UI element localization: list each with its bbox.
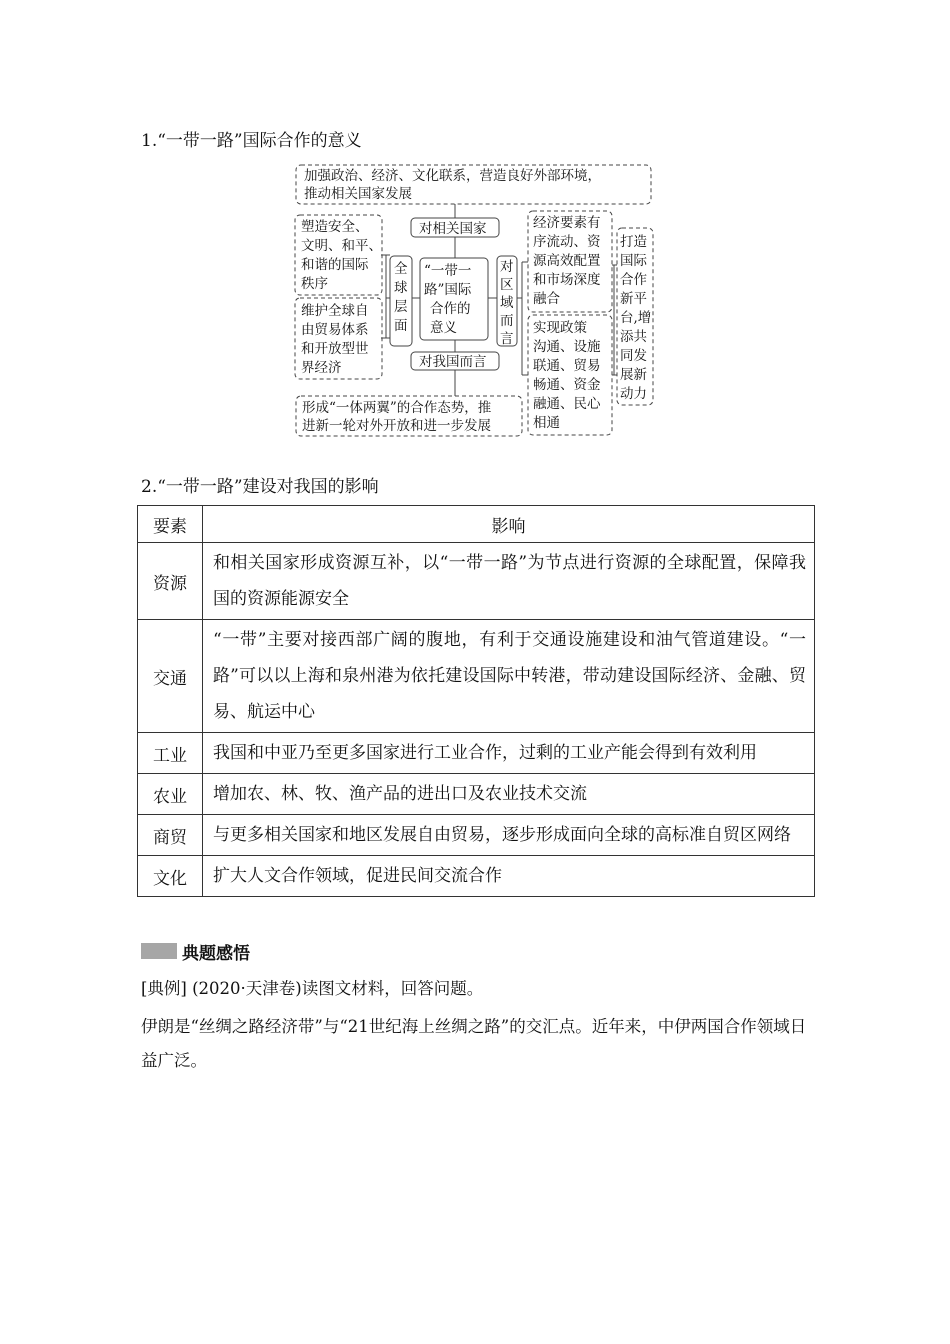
section-banner xyxy=(141,940,250,962)
significance-diagram xyxy=(0,0,950,450)
row-value: 与更多相关国家和地区发展自由贸易，逐步形成面向全球的高标准自贸区网络 xyxy=(203,815,815,856)
left-box-2-line: 和开放型世 xyxy=(301,341,369,357)
banner-title: 典题感悟 xyxy=(182,943,250,964)
far-right-line: 国际 xyxy=(620,253,647,269)
global-label-char: 球 xyxy=(394,280,408,296)
section-2-title: 2.“一带一路”建设对我国的影响 xyxy=(141,477,379,497)
top-box-line: 推动相关国家发展 xyxy=(304,186,412,202)
right-box-2-line: 实现政策 xyxy=(533,320,587,336)
row-value: 扩大人文合作领域，促进民间交流合作 xyxy=(203,856,815,897)
global-label-char: 层 xyxy=(394,299,408,315)
right-box-1-line: 融合 xyxy=(533,291,560,307)
left-box-1-line: 文明、和平、 xyxy=(301,238,382,254)
region-label-char: 言 xyxy=(500,331,514,347)
row-key: 农业 xyxy=(138,774,203,815)
table-row xyxy=(138,733,815,774)
region-label-char: 域 xyxy=(500,295,514,311)
right-box-2-line: 联通、贸易 xyxy=(533,358,601,374)
far-right-line: 动力 xyxy=(620,386,647,402)
center-title-line: 意义 xyxy=(430,320,457,336)
right-box-1-line: 序流动、资 xyxy=(533,234,601,250)
table-row xyxy=(138,815,815,856)
region-label-char: 而 xyxy=(500,313,514,329)
left-box-1-line: 塑造安全、 xyxy=(301,219,369,235)
row-value: 增加农、林、牧、渔产品的进出口及农业技术交流 xyxy=(203,774,815,815)
row-value: 和相关国家形成资源互补，以“一带一路”为节点进行资源的全球配置，保障我国的资源能源安全 xyxy=(203,543,815,620)
right-box-2-line: 相通 xyxy=(533,415,560,431)
left-box-2-line: 界经济 xyxy=(301,360,342,376)
top-box-line: 加强政治、经济、文化联系，营造良好外部环境， xyxy=(304,168,601,184)
center-title-line: 合作的 xyxy=(430,301,471,317)
far-right-line: 台,增 xyxy=(620,310,652,326)
far-right-line: 展新 xyxy=(620,367,647,383)
example-source: (2020·天津卷)读图文材料，回答问题。 xyxy=(192,979,484,998)
for-partner-label: 对相关国家 xyxy=(419,221,487,237)
for-china-label: 对我国而言 xyxy=(419,354,487,370)
global-label-char: 全 xyxy=(394,261,408,277)
right-box-2-line: 畅通、资金 xyxy=(533,377,601,393)
header-element: 要素 xyxy=(138,506,203,543)
left-box-1-line: 秩序 xyxy=(301,276,328,292)
row-key: 文化 xyxy=(138,856,203,897)
left-box-2-line: 由贸易体系 xyxy=(301,322,369,338)
center-title-line: 路”国际 xyxy=(424,282,472,298)
row-key: 交通 xyxy=(138,620,203,733)
region-label-char: 对 xyxy=(500,259,514,275)
left-box-1-line: 和谐的国际 xyxy=(301,257,369,273)
bottom-box-line: 进新一轮对外开放和进一步发展 xyxy=(302,418,491,434)
right-box-1-line: 源高效配置 xyxy=(533,253,601,269)
global-label-char: 面 xyxy=(394,318,408,334)
right-box-1-line: 经济要素有 xyxy=(533,215,601,231)
banner-bar xyxy=(141,943,177,959)
header-impact: 影响 xyxy=(203,506,815,543)
region-label-char: 区 xyxy=(500,277,514,293)
table-row xyxy=(138,856,815,897)
table-row xyxy=(138,620,815,733)
example-text: 伊朗是“丝绸之路经济带”与“21世纪海上丝绸之路”的交汇点。近年来，中伊两国合作领域日益广泛。 xyxy=(141,1017,807,1070)
right-box-2-line: 融通、民心 xyxy=(533,396,601,412)
row-key: 商贸 xyxy=(138,815,203,856)
right-box-1-line: 和市场深度 xyxy=(533,272,601,288)
far-right-line: 打造 xyxy=(620,234,647,250)
right-box-2-line: 沟通、设施 xyxy=(533,339,601,355)
table-row xyxy=(138,543,815,620)
row-key: 工业 xyxy=(138,733,203,774)
impact-table xyxy=(137,505,815,897)
example-intro xyxy=(141,972,813,1006)
table-header-row xyxy=(138,506,815,543)
example-label: [典例] xyxy=(141,979,187,998)
left-box-2-line: 维护全球自 xyxy=(301,303,369,319)
far-right-line: 合作 xyxy=(620,272,647,288)
row-value: “一带”主要对接西部广阔的腹地，有利于交通设施建设和油气管道建设。“一路”可以以上海和泉州港为依托建设国际中转港，带动建设国际经济、金融、贸易、航运中心 xyxy=(203,620,815,733)
section-1-title: 1.“一带一路”国际合作的意义 xyxy=(141,131,362,151)
bottom-box-line: 形成“一体两翼”的合作态势，推 xyxy=(302,400,492,416)
far-right-line: 新平 xyxy=(620,291,647,307)
far-right-line: 添共 xyxy=(620,329,647,345)
center-title-line: “一带一 xyxy=(424,263,472,279)
row-value: 我国和中亚乃至更多国家进行工业合作，过剩的工业产能会得到有效利用 xyxy=(203,733,815,774)
row-key: 资源 xyxy=(138,543,203,620)
far-right-line: 同发 xyxy=(620,348,647,364)
table-row xyxy=(138,774,815,815)
